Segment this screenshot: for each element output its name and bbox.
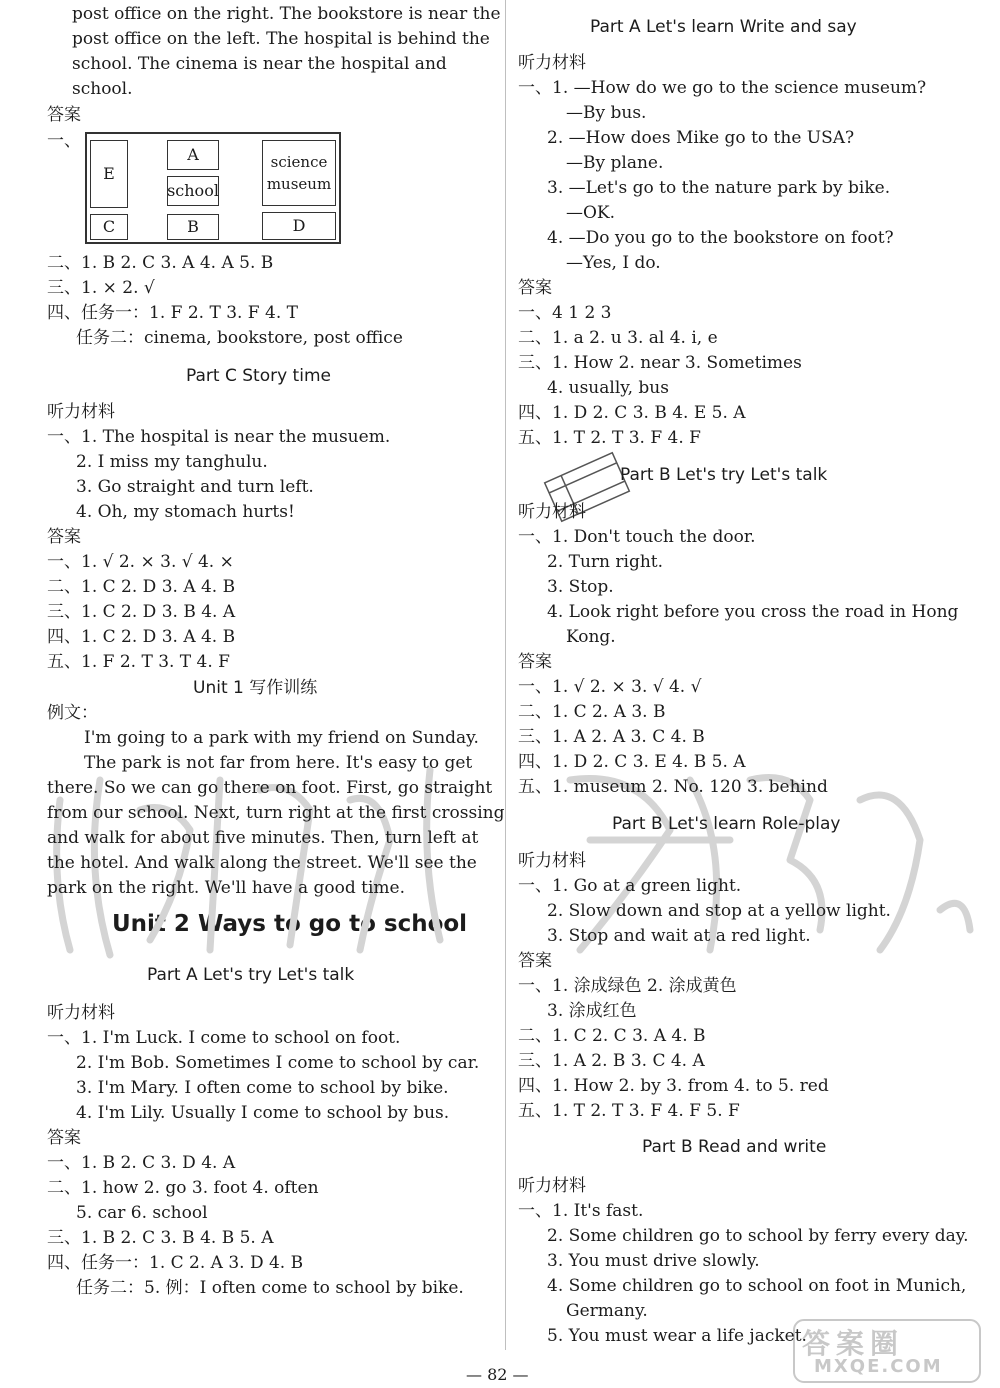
- section-heading: Part B Read and write: [642, 1137, 827, 1157]
- text-line: 答案: [518, 278, 552, 298]
- text-line: 2. —How does Mike go to the USA?: [547, 128, 855, 148]
- text-line: 5. car 6. school: [76, 1203, 208, 1223]
- text-line: 二、1. B 2. C 3. A 4. A 5. B: [47, 253, 274, 273]
- text-line: 一、4 1 2 3: [518, 303, 612, 323]
- text-line: the hotel. And walk along the street. We'll see the: [47, 853, 477, 873]
- text-line: 二、1. a 2. u 3. al 4. i, e: [518, 328, 718, 348]
- text-line: 任务二：5. 例：I often come to school by bike.: [76, 1278, 464, 1298]
- column-divider: [505, 0, 506, 1350]
- text-line: 二、1. C 2. A 3. B: [518, 702, 666, 722]
- text-line: 三、1. B 2. C 3. B 4. B 5. A: [47, 1228, 274, 1248]
- text-line: 一、1. I'm Luck. I come to school on foot.: [47, 1028, 401, 1048]
- text-line: 2. I miss my tanghulu.: [76, 452, 268, 472]
- logo-domain: MXQE.COM: [814, 1356, 943, 1377]
- text-line: 3. —Let's go to the nature park by bike.: [547, 178, 891, 198]
- text-line: 三、1. × 2. √: [47, 278, 155, 298]
- text-line: 3. Go straight and turn left.: [76, 477, 314, 497]
- text-line: 二、1. C 2. C 3. A 4. B: [518, 1026, 706, 1046]
- text-line: there. So we can go there on foot. First, go straight: [47, 778, 493, 798]
- text-line: 2. Turn right.: [547, 552, 664, 572]
- text-line: 三、1. C 2. D 3. B 4. A: [47, 602, 236, 622]
- text-line: 3. 涂成红色: [547, 1001, 637, 1021]
- page-number: — 82 —: [466, 1365, 529, 1384]
- text-line: 听力材料: [518, 1176, 586, 1196]
- text-line: 二、1. C 2. D 3. A 4. B: [47, 577, 236, 597]
- section-heading: Part A Let's try Let's talk: [147, 965, 355, 985]
- text-line: 二、1. how 2. go 3. foot 4. often: [47, 1178, 319, 1198]
- text-line: 三、1. How 2. near 3. Sometimes: [518, 353, 802, 373]
- text-line: The park is not far from here. It's easy to get: [84, 753, 473, 773]
- text-line: 答案: [47, 1128, 81, 1148]
- text-line: 一、: [47, 131, 81, 151]
- text-line: 任务二：cinema, bookstore, post office: [76, 328, 403, 348]
- text-line: 听力材料: [518, 851, 586, 871]
- text-line: 一、1. √ 2. × 3. √ 4. √: [518, 677, 702, 697]
- text-line: 一、1. It's fast.: [518, 1201, 644, 1221]
- text-line: I'm going to a park with my friend on Sunday.: [84, 728, 479, 748]
- text-line: school. The cinema is near the hospital and: [72, 54, 447, 74]
- text-line: 一、1. The hospital is near the musuem.: [47, 427, 391, 447]
- text-line: 一、1. Go at a green light.: [518, 876, 742, 896]
- text-line: from our school. Next, turn right at the first crossing: [47, 803, 505, 823]
- section-heading: Part A Let's learn Write and say: [590, 17, 857, 37]
- text-line: 答案: [47, 527, 81, 547]
- text-line: 答案: [518, 951, 552, 971]
- text-line: 3. Stop and wait at a red light.: [547, 926, 811, 946]
- text-line: 答案: [518, 652, 552, 672]
- unit-2-title: Unit 2 Ways to go to school: [112, 911, 468, 937]
- text-line: 3. Stop.: [547, 577, 614, 597]
- text-line: 2. I'm Bob. Sometimes I come to school by car.: [76, 1053, 480, 1073]
- map-cell-d: D: [262, 212, 336, 240]
- text-line: post office on the left. The hospital is behind the: [72, 29, 490, 49]
- text-line: 听力材料: [47, 1003, 115, 1023]
- text-line: 四、任务一：1. F 2. T 3. F 4. T: [47, 303, 298, 323]
- text-line: 一、1. B 2. C 3. D 4. A: [47, 1153, 236, 1173]
- text-line: 三、1. A 2. B 3. C 4. A: [518, 1051, 705, 1071]
- section-heading: Part B Let's try Let's talk: [620, 465, 828, 485]
- text-line: 4. Some children go to school on foot in Munich,: [547, 1276, 967, 1296]
- text-line: Germany.: [566, 1301, 648, 1321]
- text-line: 一、1. Don't touch the door.: [518, 527, 756, 547]
- text-line: 答案: [47, 105, 81, 125]
- text-line: Kong.: [566, 627, 616, 647]
- text-line: 五、1. museum 2. No. 120 3. behind: [518, 777, 828, 797]
- map-cell-school: school: [167, 176, 219, 206]
- text-line: park on the right. We'll have a good time.: [47, 878, 405, 898]
- map-diagram: [85, 132, 341, 244]
- map-cell-b: B: [167, 214, 219, 240]
- text-line: 3. I'm Mary. I often come to school by bike.: [76, 1078, 449, 1098]
- text-line: 五、1. T 2. T 3. F 4. F: [518, 428, 701, 448]
- text-line: 四、任务一：1. C 2. A 3. D 4. B: [47, 1253, 304, 1273]
- text-line: 四、1. D 2. C 3. E 4. B 5. A: [518, 752, 746, 772]
- text-line: —Yes, I do.: [566, 253, 661, 273]
- text-line: 5. You must wear a life jacket.: [547, 1326, 807, 1346]
- map-cell-e: E: [90, 140, 128, 208]
- text-line: 一、1. 涂成绿色 2. 涂成黄色: [518, 976, 737, 996]
- text-line: school.: [72, 79, 133, 99]
- text-line: post office on the right. The bookstore is near the: [72, 4, 501, 24]
- text-line: 一、1. √ 2. × 3. √ 4. ×: [47, 552, 234, 572]
- text-line: 听力材料: [518, 502, 586, 522]
- text-line: 4. Oh, my stomach hurts!: [76, 502, 295, 522]
- section-heading: Part C Story time: [186, 366, 331, 386]
- text-line: 四、1. C 2. D 3. A 4. B: [47, 627, 236, 647]
- text-line: 2. Some children go to school by ferry every day.: [547, 1226, 969, 1246]
- text-line: —By plane.: [566, 153, 664, 173]
- text-line: 例文：: [47, 703, 98, 723]
- text-line: 4. I'm Lily. Usually I come to school by bus.: [76, 1103, 450, 1123]
- text-line: —OK.: [566, 203, 616, 223]
- map-cell-a: A: [167, 140, 219, 170]
- text-line: 五、1. F 2. T 3. T 4. F: [47, 652, 230, 672]
- section-heading: Part B Let's learn Role-play: [612, 814, 841, 834]
- text-line: 听力材料: [47, 402, 115, 422]
- text-line: 三、1. A 2. A 3. C 4. B: [518, 727, 705, 747]
- text-line: 四、1. D 2. C 3. B 4. E 5. A: [518, 403, 746, 423]
- text-line: 2. Slow down and stop at a yellow light.: [547, 901, 891, 921]
- text-line: 一、1. —How do we go to the science museum?: [518, 78, 927, 98]
- text-line: 4. Look right before you cross the road in Hong: [547, 602, 959, 622]
- text-line: 四、1. How 2. by 3. from 4. to 5. red: [518, 1076, 829, 1096]
- text-line: 4. —Do you go to the bookstore on foot?: [547, 228, 894, 248]
- site-logo: [792, 1318, 982, 1384]
- logo-text: 答案圈: [802, 1327, 905, 1360]
- text-line: 3. You must drive slowly.: [547, 1251, 760, 1271]
- text-line: 五、1. T 2. T 3. F 4. F 5. F: [518, 1101, 740, 1121]
- text-line: 4. usually, bus: [547, 378, 669, 398]
- text-line: 听力材料: [518, 53, 586, 73]
- section-heading: Unit 1 写作训练: [193, 678, 318, 698]
- map-cell-science-museum: science museum: [262, 140, 336, 206]
- text-line: and walk for about five minutes. Then, turn left at: [47, 828, 479, 848]
- text-line: —By bus.: [566, 103, 647, 123]
- map-cell-c: C: [90, 214, 128, 240]
